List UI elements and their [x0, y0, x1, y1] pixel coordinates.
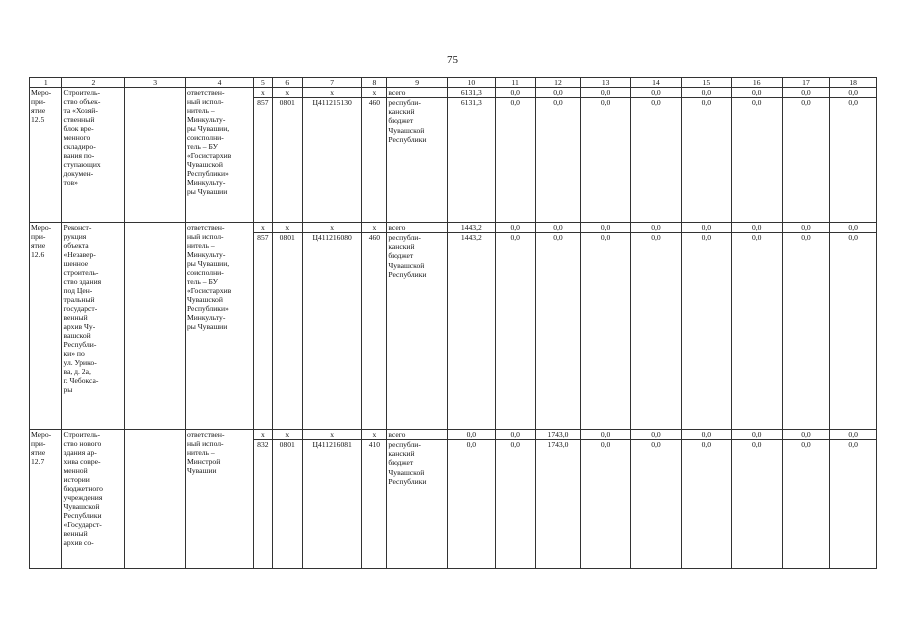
- total-cell: 0,0: [681, 430, 731, 440]
- detail-cell: 0801: [272, 440, 302, 569]
- total-cell: x: [362, 223, 387, 233]
- detail-cell: 0,0: [631, 233, 682, 430]
- total-cell: x: [302, 430, 362, 440]
- total-cell: 1443,2: [448, 223, 496, 233]
- detail-cell: 0,0: [782, 98, 830, 223]
- total-cell: 0,0: [631, 223, 682, 233]
- measure-col3: [125, 88, 186, 223]
- total-cell: x: [272, 430, 302, 440]
- header-cell-2: 2: [62, 78, 125, 88]
- total-cell: 0,0: [495, 223, 535, 233]
- header-cell-18: 18: [830, 78, 877, 88]
- measure-name: Строитель- ство нового здания ар- хива совре- менной истории бюджетного учреждения Чувашской Республики «Государст- венный архив со-: [62, 430, 125, 569]
- detail-cell: 460: [362, 233, 387, 430]
- total-cell: 0,0: [631, 88, 682, 98]
- header-cell-8: 8: [362, 78, 387, 88]
- total-cell: x: [362, 88, 387, 98]
- detail-cell: 1443,2: [448, 233, 496, 430]
- total-cell: 0,0: [495, 430, 535, 440]
- total-cell: x: [254, 88, 272, 98]
- detail-cell: 0,0: [731, 98, 782, 223]
- total-cell: x: [272, 88, 302, 98]
- detail-cell: республи- канский бюджет Чувашской Республики: [387, 98, 448, 223]
- measure-number: Меро- при- ятие 12.6: [30, 223, 62, 430]
- header-cell-11: 11: [495, 78, 535, 88]
- detail-cell: 0,0: [495, 440, 535, 569]
- measure-number: Меро- при- ятие 12.5: [30, 88, 62, 223]
- measure-name: Строитель- ство объек- та «Хозяй- ственный блок вре- менного складиро- вания по- ступающих докумен- тов»: [62, 88, 125, 223]
- detail-cell: 857: [254, 98, 272, 223]
- responsible-executor: ответствен- ный испол- нитель – Минкульту- ры Чувашии, соисполни- тель – БУ «Госистархив Чувашской Республики» Минкульту- ры Чувашии: [185, 223, 253, 430]
- detail-cell: 410: [362, 440, 387, 569]
- detail-cell: 0,0: [830, 98, 877, 223]
- detail-cell: 0,0: [681, 98, 731, 223]
- detail-cell: Ц411216080: [302, 233, 362, 430]
- header-cell-5: 5: [254, 78, 272, 88]
- total-cell: 0,0: [731, 223, 782, 233]
- detail-cell: 0,0: [631, 98, 682, 223]
- header-cell-13: 13: [581, 78, 631, 88]
- detail-cell: 0,0: [731, 233, 782, 430]
- header-cell-10: 10: [448, 78, 496, 88]
- total-cell: всего: [387, 430, 448, 440]
- header-cell-1: 1: [30, 78, 62, 88]
- header-cell-3: 3: [125, 78, 186, 88]
- detail-cell: республи- канский бюджет Чувашской Республики: [387, 233, 448, 430]
- header-cell-17: 17: [782, 78, 830, 88]
- header-cell-6: 6: [272, 78, 302, 88]
- measure-col3: [125, 223, 186, 430]
- budget-table: [29, 77, 877, 569]
- measure-total-row: [30, 223, 877, 233]
- detail-cell: 0,0: [731, 440, 782, 569]
- detail-cell: 0,0: [495, 233, 535, 430]
- detail-cell: 460: [362, 98, 387, 223]
- measure-name: Реконст- рукция объекта «Незавер- шенное строитель- ство здания под Цен- тральный государст- венный архив Чу- вашской Республи- ки» по ул. Урико- ва, д. 2а, г. Чебокса- ры: [62, 223, 125, 430]
- detail-cell: 0,0: [581, 233, 631, 430]
- detail-cell: Ц411215130: [302, 98, 362, 223]
- detail-cell: Ц411216081: [302, 440, 362, 569]
- total-cell: 0,0: [448, 430, 496, 440]
- total-cell: 0,0: [581, 223, 631, 233]
- responsible-executor: ответствен- ный испол- нитель – Минстрой Чувашии: [185, 430, 253, 569]
- header-cell-14: 14: [631, 78, 682, 88]
- measure-col3: [125, 430, 186, 569]
- detail-cell: 0,0: [830, 233, 877, 430]
- detail-cell: 0801: [272, 98, 302, 223]
- total-cell: 0,0: [495, 88, 535, 98]
- total-cell: 0,0: [830, 88, 877, 98]
- total-cell: 0,0: [830, 223, 877, 233]
- total-cell: 0,0: [681, 223, 731, 233]
- total-cell: x: [302, 88, 362, 98]
- total-cell: 0,0: [581, 430, 631, 440]
- total-cell: x: [362, 430, 387, 440]
- header-cell-9: 9: [387, 78, 448, 88]
- detail-cell: 0,0: [535, 98, 580, 223]
- header-cell-16: 16: [731, 78, 782, 88]
- header-cell-7: 7: [302, 78, 362, 88]
- detail-cell: 0,0: [631, 440, 682, 569]
- total-cell: всего: [387, 223, 448, 233]
- detail-cell: 6131,3: [448, 98, 496, 223]
- detail-cell: 0801: [272, 233, 302, 430]
- detail-cell: 0,0: [581, 98, 631, 223]
- header-row: [30, 78, 877, 88]
- detail-cell: 0,0: [535, 233, 580, 430]
- detail-cell: 0,0: [681, 440, 731, 569]
- total-cell: 0,0: [535, 223, 580, 233]
- measure-total-row: [30, 88, 877, 98]
- total-cell: 0,0: [782, 430, 830, 440]
- total-cell: 0,0: [581, 88, 631, 98]
- detail-cell: 0,0: [782, 233, 830, 430]
- detail-cell: 832: [254, 440, 272, 569]
- header-cell-15: 15: [681, 78, 731, 88]
- detail-cell: 857: [254, 233, 272, 430]
- detail-cell: 0,0: [581, 440, 631, 569]
- total-cell: 0,0: [631, 430, 682, 440]
- total-cell: 0,0: [535, 88, 580, 98]
- total-cell: x: [254, 223, 272, 233]
- total-cell: 1743,0: [535, 430, 580, 440]
- total-cell: 0,0: [830, 430, 877, 440]
- measure-number: Меро- при- ятие 12.7: [30, 430, 62, 569]
- detail-cell: 0,0: [782, 440, 830, 569]
- detail-cell: 0,0: [830, 440, 877, 569]
- total-cell: x: [254, 430, 272, 440]
- detail-cell: 1743,0: [535, 440, 580, 569]
- total-cell: 0,0: [681, 88, 731, 98]
- detail-cell: 0,0: [681, 233, 731, 430]
- detail-cell: 0,0: [448, 440, 496, 569]
- total-cell: всего: [387, 88, 448, 98]
- page-number: 75: [447, 54, 458, 66]
- header-cell-12: 12: [535, 78, 580, 88]
- total-cell: 0,0: [731, 88, 782, 98]
- measure-total-row: [30, 430, 877, 440]
- total-cell: x: [302, 223, 362, 233]
- total-cell: 0,0: [782, 88, 830, 98]
- detail-cell: республи- канский бюджет Чувашской Республики: [387, 440, 448, 569]
- detail-cell: 0,0: [495, 98, 535, 223]
- total-cell: 0,0: [731, 430, 782, 440]
- total-cell: x: [272, 223, 302, 233]
- total-cell: 0,0: [782, 223, 830, 233]
- responsible-executor: ответствен- ный испол- нитель – Минкульту- ры Чувашии, соисполни- тель – БУ «Госистархив Чувашской Республики» Минкульту- ры Чувашии: [185, 88, 253, 223]
- header-cell-4: 4: [185, 78, 253, 88]
- total-cell: 6131,3: [448, 88, 496, 98]
